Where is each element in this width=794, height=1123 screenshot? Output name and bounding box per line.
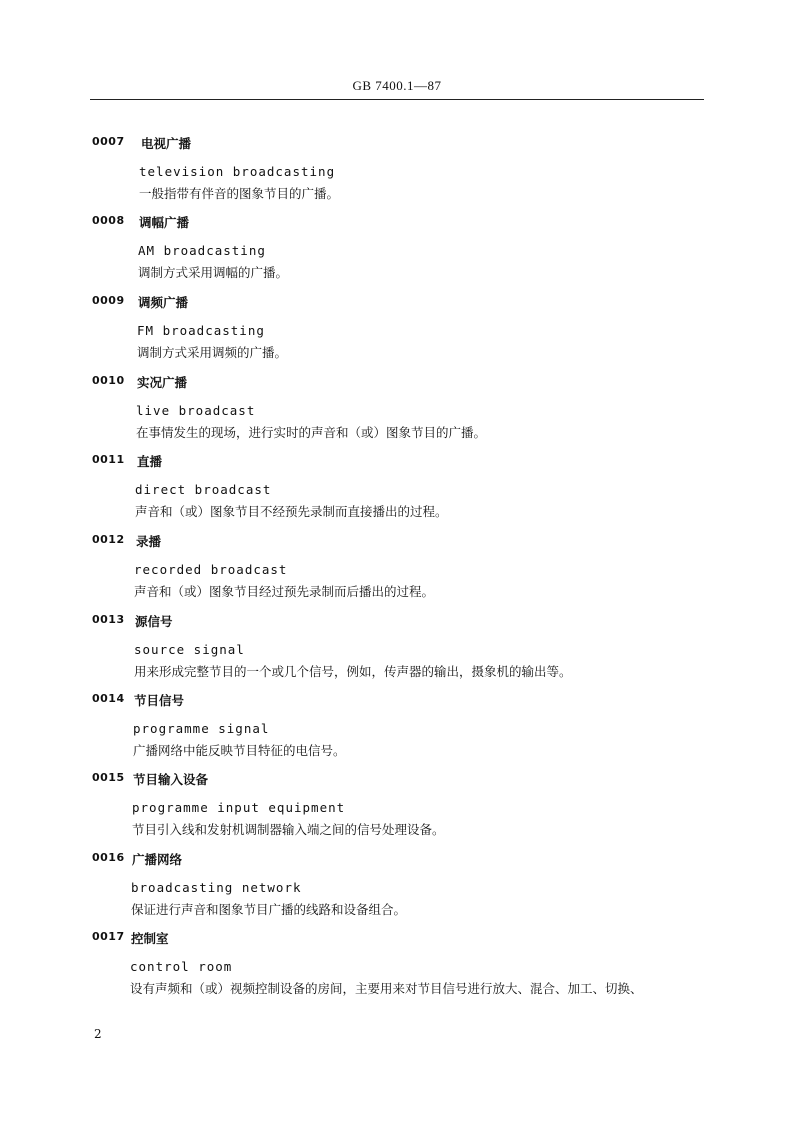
entry-english-term: FM broadcasting xyxy=(137,323,265,338)
entry-term: 电视广播 xyxy=(141,136,192,151)
entry-number: 0015 xyxy=(92,771,125,784)
entry-definition: 广播网络中能反映节目特征的电信号。 xyxy=(133,743,346,758)
entry-term: 实况广播 xyxy=(137,375,188,390)
entry-term: 节目输入设备 xyxy=(133,772,209,787)
entry-term: 调频广播 xyxy=(138,295,189,310)
entry-number: 0008 xyxy=(92,214,125,227)
entry-number: 0012 xyxy=(92,533,125,546)
entry-term: 源信号 xyxy=(135,614,173,629)
entry-english-term: programme input equipment xyxy=(132,800,346,815)
entry-term: 节目信号 xyxy=(134,693,185,708)
entry-number: 0013 xyxy=(92,613,125,626)
entry-definition: 保证进行声音和图象节目广播的线路和设备组合。 xyxy=(131,902,407,917)
entry-english-term: recorded broadcast xyxy=(134,562,288,577)
entry-definition: 节目引入线和发射机调制器输入端之间的信号处理设备。 xyxy=(132,822,445,837)
header-rule xyxy=(90,99,704,100)
entry-definition: 调制方式采用调幅的广播。 xyxy=(138,265,289,280)
entry-number: 0010 xyxy=(92,374,125,387)
entry-english-term: live broadcast xyxy=(136,403,256,418)
entry-number: 0009 xyxy=(92,294,125,307)
entry-term: 直播 xyxy=(137,454,163,469)
entry-number: 0007 xyxy=(92,135,125,148)
entry-term: 广播网络 xyxy=(132,852,183,867)
entry-term: 录播 xyxy=(136,534,162,549)
entry-english-term: control room xyxy=(130,959,233,974)
entry-number: 0014 xyxy=(92,692,125,705)
entry-english-term: programme signal xyxy=(133,721,270,736)
entry-number: 0011 xyxy=(92,453,125,466)
entry-definition: 设有声频和（或）视频控制设备的房间，主要用来对节目信号进行放大、混合、加工、切换、 xyxy=(130,981,643,996)
entry-definition: 一般指带有伴音的图象节目的广播。 xyxy=(139,186,340,201)
page-number: 2 xyxy=(94,1027,102,1041)
entry-definition: 用来形成完整节目的一个或几个信号，例如，传声器的输出，摄象机的输出等。 xyxy=(134,664,572,679)
entry-term: 调幅广播 xyxy=(139,215,190,230)
entry-term: 控制室 xyxy=(131,931,169,946)
entry-definition: 声音和（或）图象节目不经预先录制而直接播出的过程。 xyxy=(135,504,448,519)
page-header: GB 7400.1—87 xyxy=(352,78,442,93)
entry-english-term: source signal xyxy=(134,642,245,657)
entry-english-term: direct broadcast xyxy=(135,482,272,497)
entry-definition: 调制方式采用调频的广播。 xyxy=(137,345,288,360)
entry-definition: 声音和（或）图象节目经过预先录制而后播出的过程。 xyxy=(134,584,435,599)
entry-definition: 在事情发生的现场，进行实时的声音和（或）图象节目的广播。 xyxy=(136,425,487,440)
entry-english-term: AM broadcasting xyxy=(138,243,266,258)
entry-number: 0017 xyxy=(92,930,125,943)
entry-english-term: broadcasting network xyxy=(131,880,302,895)
entry-number: 0016 xyxy=(92,851,125,864)
entry-english-term: television broadcasting xyxy=(139,164,336,179)
